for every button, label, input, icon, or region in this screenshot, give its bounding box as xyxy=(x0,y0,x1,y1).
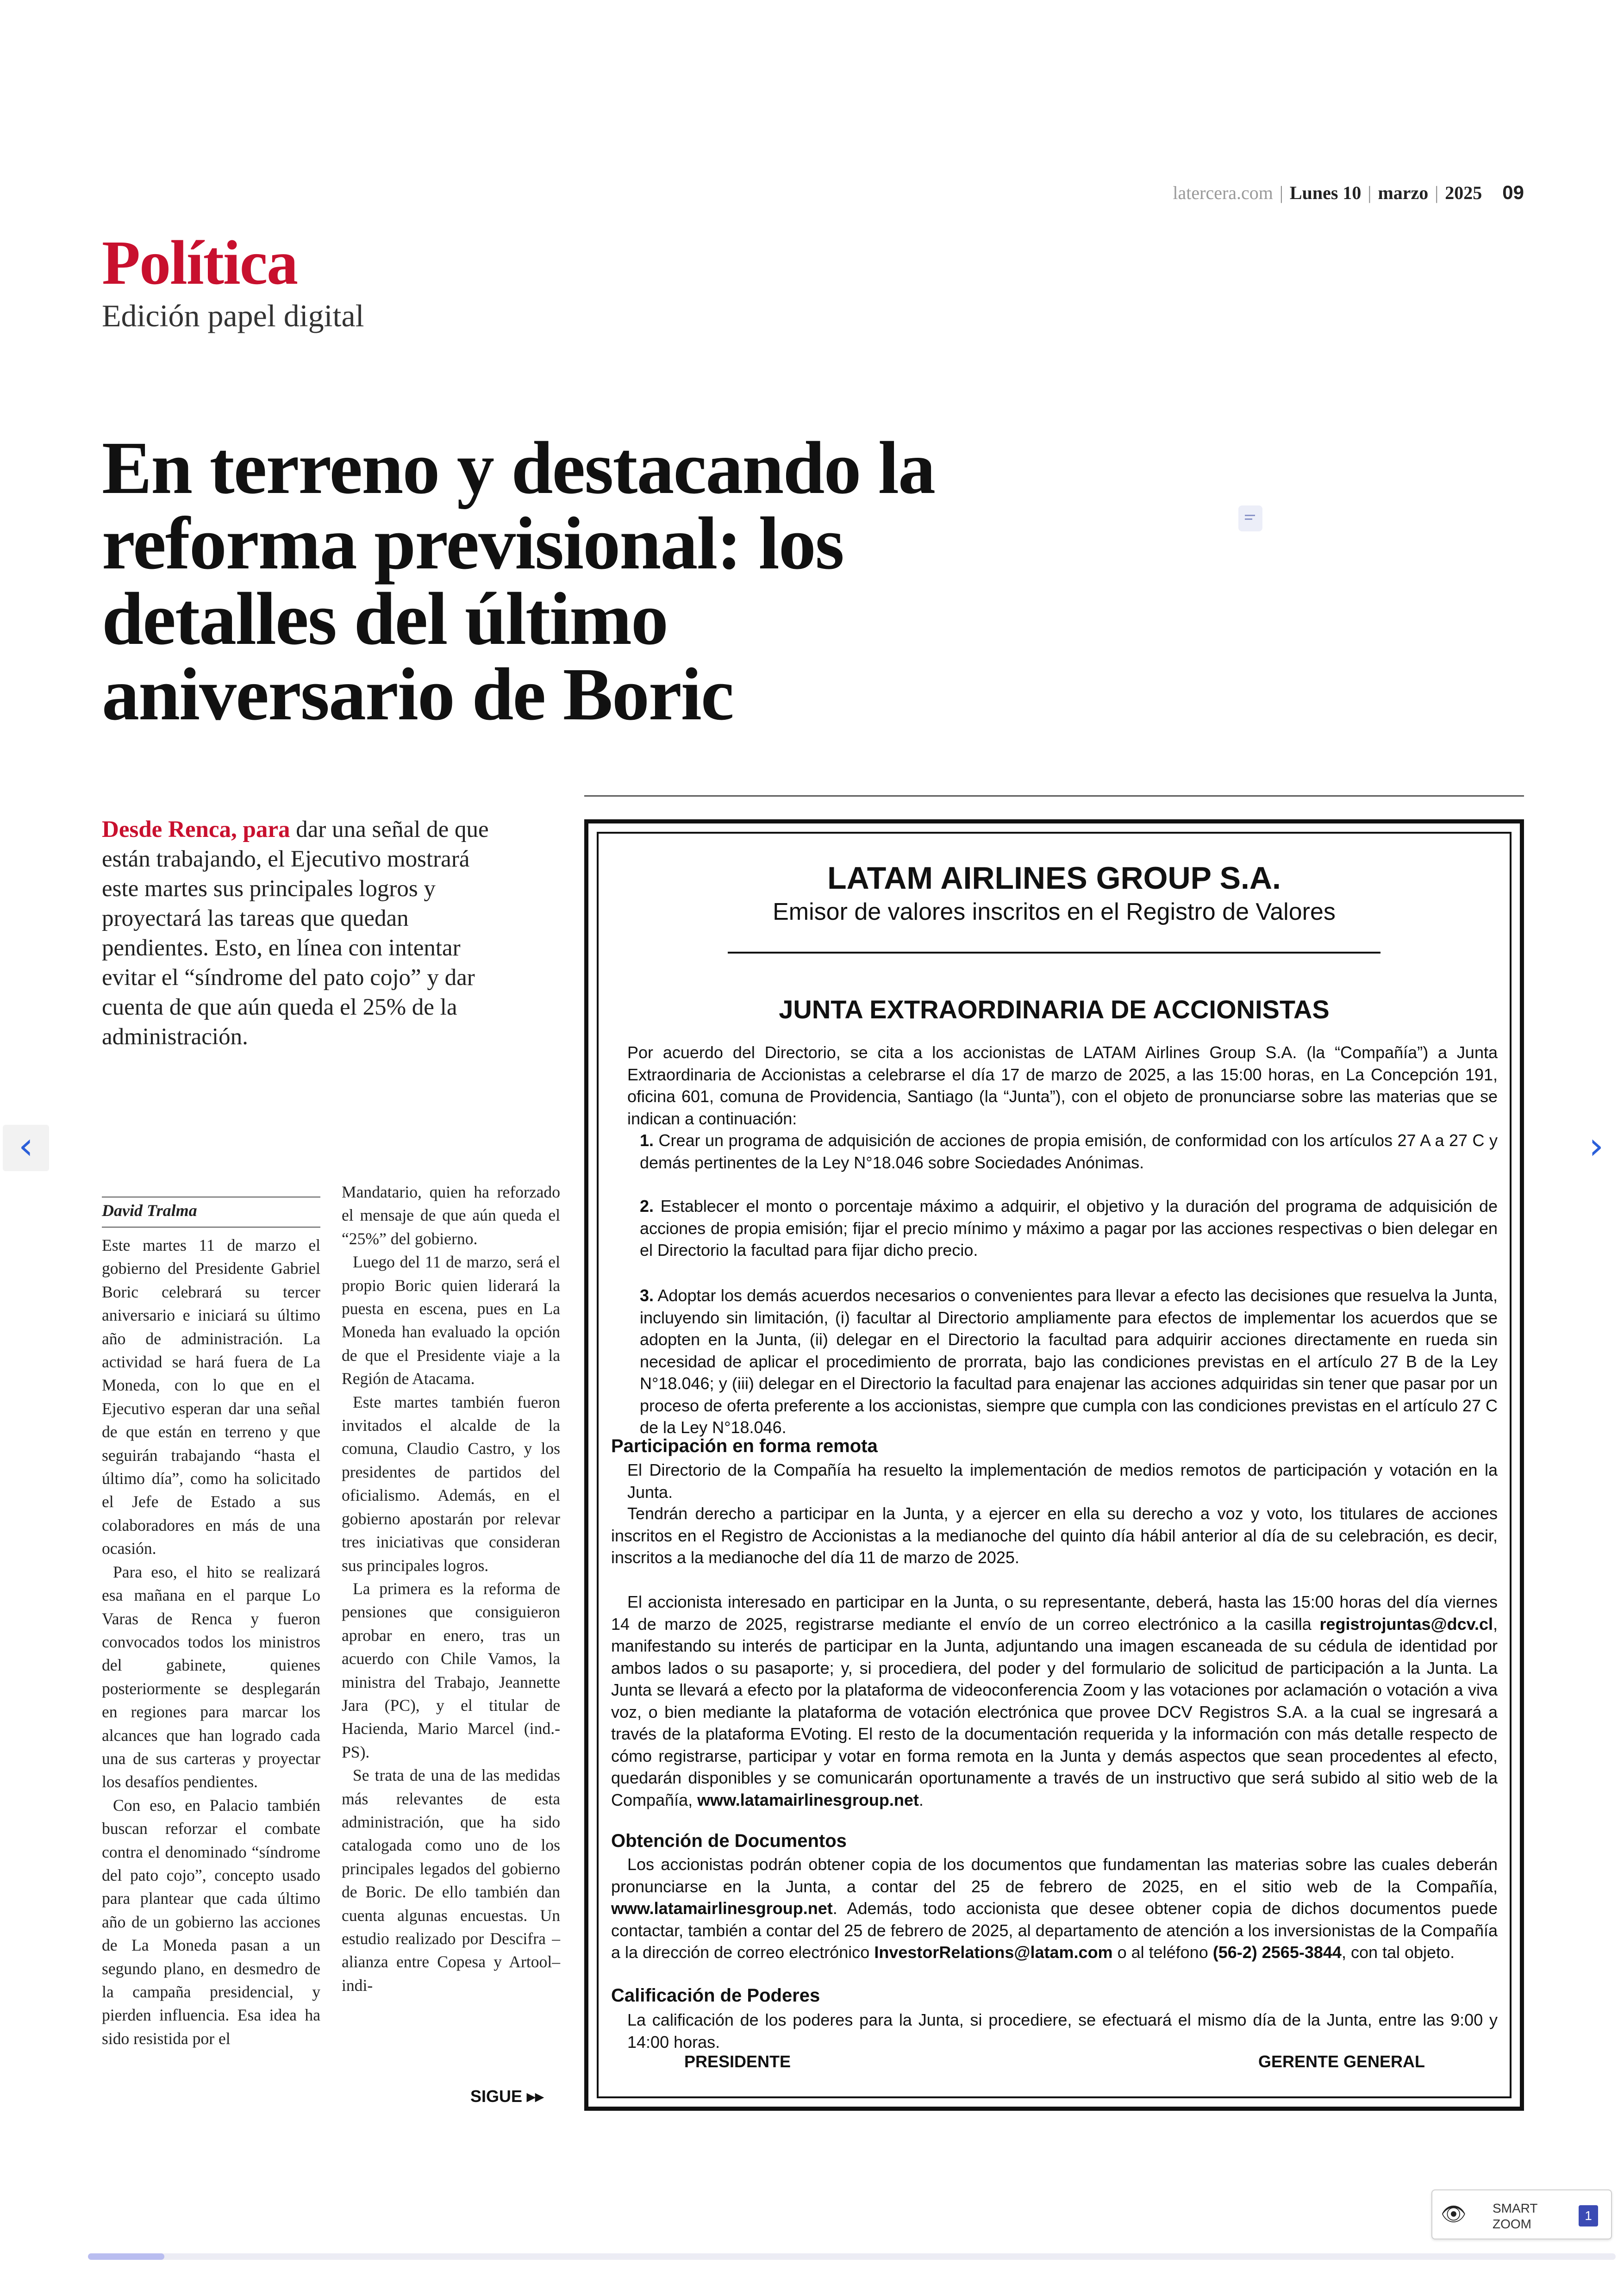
paragraph: Este martes 11 de marzo el gobierno del Presidente Gabriel Boric celebrará su tercer aniversario e iniciará su último año de administración. La actividad se hará fuera de La Moneda, con lo que en el Ejecutivo esperan dar una señal de que están en terreno y que seguirán trabajando “hasta el último día”, como ha solicitado el Jefe de Estado a sus colaboradores en más de una ocasión. xyxy=(102,1236,320,1558)
ad-section-heading: Obtención de Documentos xyxy=(611,1831,847,1851)
company-url: www.latamairlinesgroup.net xyxy=(697,1790,919,1809)
article-column-2 xyxy=(342,1180,560,1997)
site-name: latercera.com xyxy=(1173,182,1273,203)
company-url: www.latamairlinesgroup.net xyxy=(611,1899,833,1918)
ad-paragraph: El accionista interesado en participar en la Junta, o su representante, deberá, hasta las 15:00 horas del día viernes 14 de marzo de 2025, registrarse mediante el envío de un correo electrónico a la casilla registrojuntas@dcv.cl, manifestando su interés de participar en la Junta, adjuntando una imagen escaneada de su cédula de identidad por ambos lados o su pasaporte; y, si procediera, del poder y del formulario de solicitud de participación a la Junta. La Junta se llevará a efecto por la plataforma de videoconferencia Zoom y las votaciones por aclamación o votación a viva voz, o bien mediante la plataforma de votación electrónica que provee DCV Registros S.A. a la cual se ingresará a través de la plataforma EVoting. El resto de la documentación requerida y la información con más detalle respecto de cómo registrarse, participar y votar en forma remota en la Junta y demás aspectos que sean procedentes al efecto, quedarán disponibles y se comunicarán oportunamente a través de un instructivo que será subido al sitio web de la Compañía, www.latamairlinesgroup.net. xyxy=(611,1592,1498,1809)
next-page-button[interactable] xyxy=(1573,1125,1619,1171)
ad-agenda-item: 2. Establecer el monto o porcentaje máximo a adquirir, el objetivo y la duración del programa de adquisición de acciones de propia emisión; fijar el precio mínimo y máximo a pagar por las acciones respectivas o bien delegar en el Directorio la facultad para fijar dicho precio. xyxy=(640,1197,1498,1260)
chevron-right-icon: › xyxy=(1589,1124,1604,1167)
ad-section-heading: Participación en forma remota xyxy=(611,1436,878,1456)
investor-email: InvestorRelations@latam.com xyxy=(874,1943,1113,1962)
paragraph: Mandatario, quien ha reforzado el mensaje de que aún queda el “25%” del gobierno. xyxy=(342,1183,560,1248)
divider xyxy=(102,1227,320,1228)
chevron-left-icon: ‹ xyxy=(19,1124,33,1167)
article-column-1 xyxy=(102,1234,320,2050)
header-month: marzo xyxy=(1378,182,1429,203)
eye-icon: 👁 xyxy=(1441,2202,1467,2226)
ad-paragraph: La calificación de los poderes para la Junta, si procediere, se efectuará el mismo día de la Junta, entre las 9:00 y 14:00 horas. xyxy=(627,2010,1498,2052)
signature-president: PRESIDENTE xyxy=(684,2052,791,2071)
ad-agenda-item: 3. Adoptar los demás acuerdos necesarios o convenientes para llevar a efecto las decisiones que resuelva la Junta, incluyendo sin limitación, (i) facultar al Directorio ampliamente para efectos de implementar los acuerdos que se adopten en la Junta, (ii) delegar en el Directorio la facultad para adquirir acciones directamente en rueda sin necesidad de aplicar el procedimiento de prorrata, bajo las condiciones previstas en el artículo 27 B de la Ley N°18.046; y (iii) delegar en el Directorio la facultad para enajenar las acciones adquiridas sin tener que pasar por un proceso de oferta preferente a los accionistas, siempre que cumpla con las condiciones previstas en el artículo 27 C de la Ley N°18.046. xyxy=(640,1286,1498,1437)
section-subtitle: Edición papel digital xyxy=(102,298,364,333)
smart-zoom-button[interactable] xyxy=(1431,2189,1612,2239)
page-badge: 1 xyxy=(1579,2205,1598,2226)
ad-intro: Por acuerdo del Directorio, se cita a los accionistas de LATAM Airlines Group S.A. (la “Compañía”) a Junta Extraordinaria de Accionistas a celebrarse el día 17 de marzo de 2025, a las 15:00 horas, en La Concepción 191, oficina 601, comuna de Providencia, Santiago (la “Junta”), con el objeto de pronunciarse sobre las materias que se indican a continuación: xyxy=(627,1043,1498,1128)
ad-paragraph: Tendrán derecho a participar en la Junta, y a ejercer en ella su derecho a voz y voto, los titulares de acciones inscritos en el Registro de Accionistas a la medianoche del quinto día hábil anterior al día de su celebración, es decir, inscritos a la medianoche del día 11 de marzo de 2025. xyxy=(611,1504,1498,1567)
paragraph: Este martes también fueron invitados el alcalde de la comuna, Claudio Castro, y los presidentes de partidos del oficialismo. Además, en el gobierno apostarán por relevar tres iniciativas que consideran sus principales logros. xyxy=(342,1392,560,1575)
registration-email: registrojuntas@dcv.cl xyxy=(1319,1614,1493,1634)
ad-paragraph: El Directorio de la Compañía ha resuelto la implementación de medios remotos de participación y votación en la Junta. xyxy=(627,1460,1498,1502)
article-lead xyxy=(102,815,509,1052)
paragraph: Luego del 11 de marzo, será el propio Boric quien liderará la puesta en escena, pues en La Moneda han evaluado la opción de que el Presidente viaje a la Región de Atacama. xyxy=(342,1253,560,1388)
divider xyxy=(728,952,1380,954)
article-headline: En terreno y destacando la reforma previsional: los detalles del último aniversario de Boric xyxy=(102,427,935,736)
paragraph: La primera es la reforma de pensiones que consiguieron aprobar en enero, tras un acuerdo con Chile Vamos, la ministra del Trabajo, Jeannette Jara (PC), y el titular de Hacienda, Mario Marcel (ind.-PS). xyxy=(342,1579,560,1761)
signature-general-manager: GERENTE GENERAL xyxy=(1258,2052,1425,2071)
ad-agenda-item: 1. Crear un programa de adquisición de acciones de propia emisión, de conformidad con los artículos 27 A a 27 C y demás pertinentes de la Ley N°18.046 sobre Sociedades Anónimas. xyxy=(640,1131,1498,1172)
page-number: 09 xyxy=(1502,181,1524,203)
paragraph: Con eso, en Palacio también buscan reforzar el combate contra el denominado “síndrome del pato cojo”, concepto usado para plantear que cada último año de un gobierno las acciones de La Moneda pasan a un segundo plano, en desmedro de la campaña presidencial, y pierden influencia. Esa idea ha sido resistida por el xyxy=(102,1796,320,2048)
reading-progress-fill xyxy=(88,2253,164,2260)
smart-zoom-label: SMART ZOOM xyxy=(1493,2201,1538,2231)
page-header: latercera.com | Lunes 10 | marzo | 2025 09 xyxy=(1173,181,1524,203)
ad-section-heading: Calificación de Poderes xyxy=(611,1985,820,2006)
reading-progress-bar[interactable] xyxy=(88,2253,1616,2260)
section-title: Política xyxy=(102,228,298,298)
ad-company-name: LATAM AIRLINES GROUP S.A. xyxy=(827,861,1281,896)
lead-text: dar una señal de que están trabajando, el Ejecutivo mostrará este martes sus principales logros y proyectará las tareas que quedan pendientes. Esto, en línea con intentar evitar el “síndrome del pato cojo” y dar cuenta de que aún queda el 25% de la administración. xyxy=(102,817,489,1050)
article-author: David Tralma xyxy=(102,1201,197,1220)
previous-page-button[interactable] xyxy=(3,1125,49,1171)
paragraph: Para eso, el hito se realizará esa mañana en el parque Lo Varas de Renca y fueron convocados todos los ministros del gabinete, quienes posteriormente se desplegarán en regiones para marcar los alcances que han logrado cada una de sus carteras y proyectar los desafíos pendientes. xyxy=(102,1562,320,1791)
ad-heading: JUNTA EXTRAORDINARIA DE ACCIONISTAS xyxy=(779,995,1330,1024)
lead-highlight: Desde Renca, para xyxy=(102,817,290,842)
phone-number: (56-2) 2565-3844 xyxy=(1212,1943,1342,1962)
header-year: 2025 xyxy=(1445,182,1482,203)
divider xyxy=(584,795,1524,797)
continue-label: SIGUE ▸▸ xyxy=(470,2087,544,2106)
header-day: Lunes 10 xyxy=(1289,182,1362,203)
ad-subtitle: Emisor de valores inscritos en el Registro de Valores xyxy=(773,898,1336,925)
paragraph: Se trata de una de las medidas más relevantes de esta administración, que ha sido catalogada como uno de los principales legados del gobierno de Boric. De ello también dan cuenta algunas encuestas. Un estudio realizado por Descifra –alianza entre Copesa y Artool– indi- xyxy=(342,1766,560,1995)
note-icon[interactable] xyxy=(1238,505,1262,531)
ad-paragraph: Los accionistas podrán obtener copia de los documentos que fundamentan las materias sobre las cuales deberán pronunciarse en la Junta, a contar del 25 de febrero de 2025, en el sitio web de la Compañía, www.latamairlinesgroup.net. Además, todo accionista que desee obtener copia de dichos documentos puede contactar, también a contar del 25 de febrero de 2025, al departamento de atención a los inversionistas de la Compañía a la dirección de correo electrónico InvestorRelations@latam.com o al teléfono (56-2) 2565-3844, con tal objeto. xyxy=(611,1855,1498,1962)
